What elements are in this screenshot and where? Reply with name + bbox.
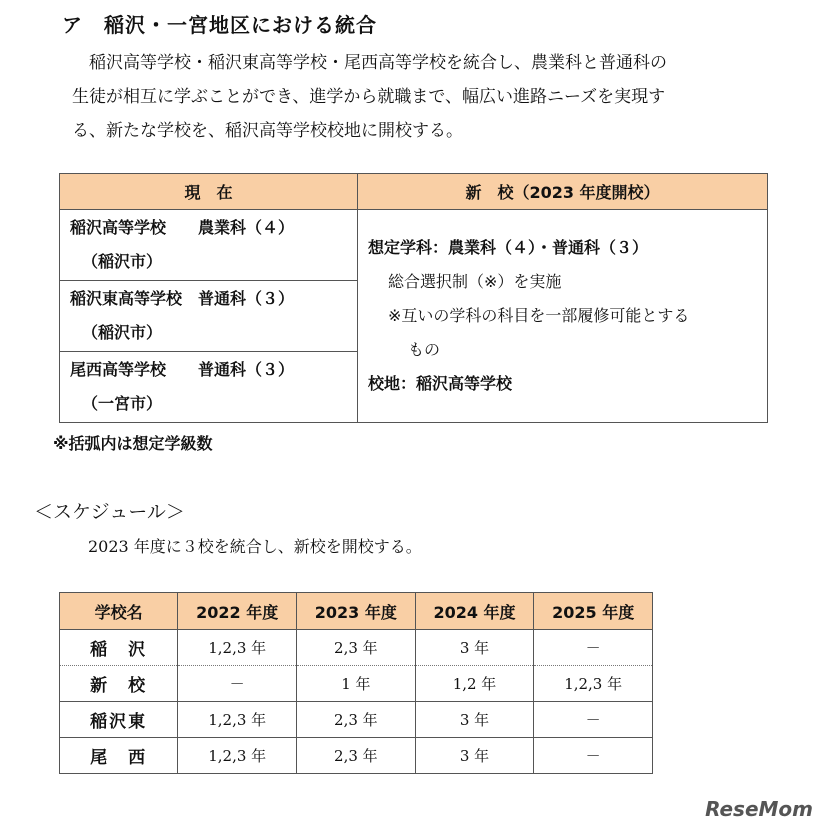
col-header: 2023 年度	[297, 593, 416, 630]
cell: 1,2,3 年	[534, 666, 653, 702]
new-line: 想定学科：農業科（４）・普通科（３）	[368, 238, 649, 257]
new-school-info	[358, 210, 768, 423]
city: （稲沢市）	[82, 323, 163, 342]
school-name: 尾西高等学校 普通科（３）	[70, 360, 295, 379]
paragraph-line: る、新たな学校を、稲沢高等学校校地に開校する。	[72, 121, 463, 141]
city: （一宮市）	[82, 394, 163, 413]
comparison-table	[59, 173, 768, 423]
school-name: 稲沢高等学校 農業科（４）	[70, 218, 295, 237]
cell: －	[534, 702, 653, 738]
new-line: もの	[408, 340, 441, 359]
current-school	[60, 281, 358, 352]
col-header: 学校名	[60, 593, 178, 630]
cell: 稲沢東	[60, 702, 178, 738]
paragraph-line: 稲沢高等学校・稲沢東高等学校・尾西高等学校を統合し、農業科と普通科の	[72, 53, 667, 73]
note: ※括弧内は想定学級数	[53, 434, 213, 453]
watermark-logo: ReseMom	[705, 797, 813, 821]
col-header: 2024 年度	[415, 593, 534, 630]
cell: 3 年	[415, 702, 534, 738]
cell: 2,3 年	[297, 702, 416, 738]
schedule-text: 2023 年度に３校を統合し、新校を開校する。	[88, 537, 422, 556]
col-header: 2022 年度	[178, 593, 297, 630]
paragraph-line: 生徒が相互に学ぶことができ、進学から就職まで、幅広い進路ニーズを実現す	[72, 87, 666, 107]
table-row	[60, 630, 653, 666]
cell: 1,2,3 年	[178, 630, 297, 666]
schedule-heading: ＜スケジュール＞	[34, 501, 185, 523]
header-current: 現 在	[60, 174, 358, 210]
cell: 尾 西	[60, 738, 178, 774]
cell: 3 年	[415, 738, 534, 774]
cell: 2,3 年	[297, 630, 416, 666]
cell: 新 校	[60, 666, 178, 702]
cell: －	[534, 630, 653, 666]
intro-paragraph	[72, 46, 772, 148]
header-new: 新 校（2023 年度開校）	[358, 174, 768, 210]
cell: 1,2 年	[415, 666, 534, 702]
cell: －	[534, 738, 653, 774]
col-header: 2025 年度	[534, 593, 653, 630]
cell: 稲 沢	[60, 630, 178, 666]
cell: 3 年	[415, 630, 534, 666]
city: （稲沢市）	[82, 252, 163, 271]
current-school	[60, 352, 358, 423]
section-title: ア 稲沢・一宮地区における統合	[62, 13, 377, 37]
table-row	[60, 702, 653, 738]
cell: －	[178, 666, 297, 702]
cell: 1,2,3 年	[178, 702, 297, 738]
cell: 1,2,3 年	[178, 738, 297, 774]
cell: 1 年	[297, 666, 416, 702]
new-line: 校地：稲沢高等学校	[368, 374, 513, 393]
table-row	[60, 666, 653, 702]
cell: 2,3 年	[297, 738, 416, 774]
school-name: 稲沢東高等学校 普通科（３）	[70, 289, 295, 308]
new-line: ※互いの学科の科目を一部履修可能とする	[388, 306, 690, 325]
schedule-table	[59, 592, 653, 774]
current-school	[60, 210, 358, 281]
new-line: 総合選択制（※）を実施	[388, 272, 562, 291]
table-row	[60, 738, 653, 774]
